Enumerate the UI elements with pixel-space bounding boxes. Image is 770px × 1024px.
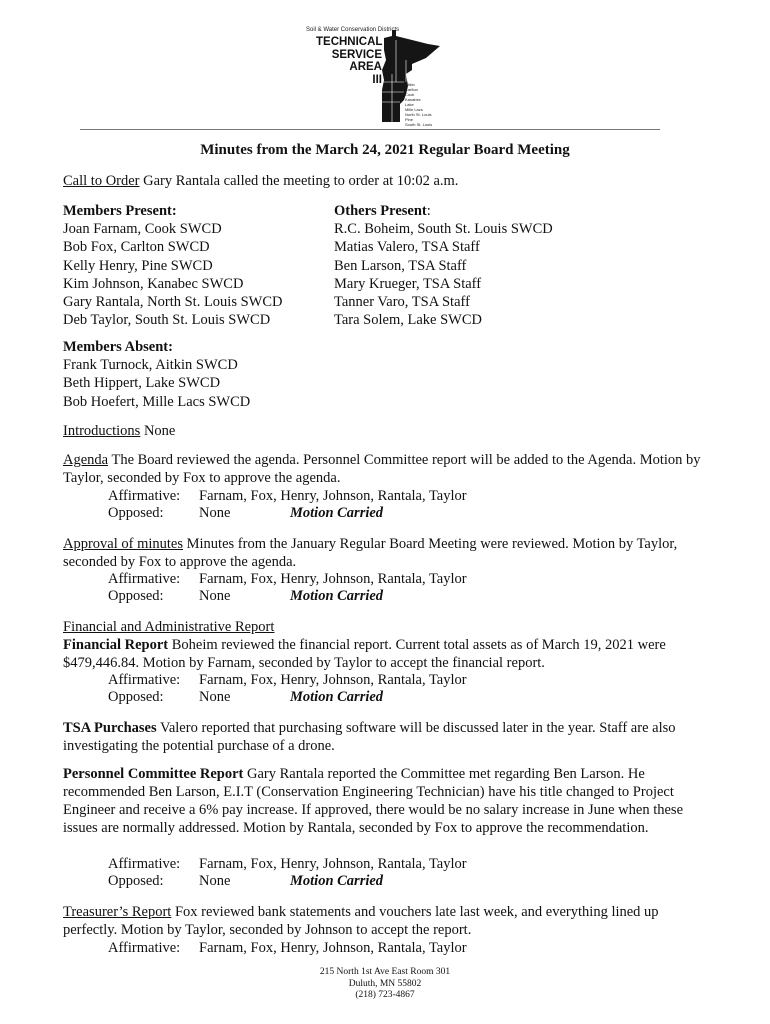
personnel-heading: Personnel Committee Report bbox=[63, 766, 244, 782]
list-item: Gary Rantala, North St. Louis SWCD bbox=[63, 294, 283, 311]
call-to-order-heading: Call to Order bbox=[63, 173, 140, 189]
others-present: Others Present: R.C. Boheim, South St. Louis SWCD Matias Valero, TSA Staff Ben Larson, TSA Staff Mary Krueger, TSA Staff Tanner Varo, TSA Staff Tara Solem, Lake SWCD bbox=[334, 203, 553, 329]
list-item: Tanner Varo, TSA Staff bbox=[334, 294, 470, 311]
introductions-heading: Introductions bbox=[63, 423, 141, 439]
members-absent bbox=[63, 338, 250, 411]
members-present bbox=[63, 202, 283, 329]
tsa-purchases-section: TSA Purchases Valero reported that purchasing software will be discussed later in the year. Staff are also investigating the potential purchase of a drone. bbox=[63, 720, 676, 754]
call-to-order bbox=[63, 172, 713, 190]
approval-heading: Approval of minutes bbox=[63, 536, 184, 552]
list-item: Matias Valero, TSA Staff bbox=[334, 239, 480, 256]
tsa-purchases-heading: TSA Purchases bbox=[63, 720, 157, 736]
treasurer-heading: Treasurer’s Report bbox=[63, 904, 172, 920]
list-item: Ben Larson, TSA Staff bbox=[334, 257, 467, 274]
others-present-heading: Others Present bbox=[334, 203, 427, 219]
list-item: Bob Hoefert, Mille Lacs SWCD bbox=[63, 393, 251, 410]
footer-address: 215 North 1st Ave East Room 301 Duluth, MN 55802 (218) 723-4867 bbox=[319, 967, 451, 1000]
logo-map-labels: Aitkin Carlton Cook Kanabec Lake Mille Lacs North St. Louis Pine South St. Louis bbox=[405, 82, 433, 127]
members-present-heading: Members Present: bbox=[63, 203, 177, 219]
financial-report-heading: Financial Report bbox=[63, 637, 169, 653]
treasurer-section: Treasurer’s Report Fox reviewed bank statements and vouchers late last week, and everything lined up perfectly. Motion by Taylor, seconded by Johnson to accept the report. bbox=[63, 904, 659, 938]
financial-admin-heading: Financial and Administrative Report bbox=[63, 619, 275, 635]
list-item: Bob Fox, Carlton SWCD bbox=[63, 239, 210, 256]
introductions: Introductions None bbox=[63, 423, 176, 439]
agenda-heading: Agenda bbox=[63, 452, 109, 468]
list-item: Tara Solem, Lake SWCD bbox=[334, 312, 482, 329]
call-to-order-text: Gary Rantala called the meeting to order at 10:02 a.m. bbox=[139, 173, 459, 189]
members-absent-heading: Members Absent: bbox=[63, 339, 173, 355]
logo-title: TECHNICAL SERVICE AREA III bbox=[316, 36, 383, 86]
tsa-logo bbox=[300, 26, 440, 126]
list-item: Frank Turnock, Aitkin SWCD bbox=[63, 357, 238, 374]
logo-small-text: Soil & Water Conservation Districts bbox=[306, 27, 400, 33]
approval-section: Approval of minutes Minutes from the January Regular Board Meeting were reviewed. Motion by Taylor, seconded by Fox to approve the agenda. bbox=[63, 536, 678, 570]
list-item: Beth Hippert, Lake SWCD bbox=[63, 375, 221, 392]
list-item: Joan Farnam, Cook SWCD bbox=[63, 221, 222, 238]
personnel-section: Personnel Committee Report Gary Rantala reported the Committee met regarding Ben Larson. He recommended Ben Larson, E.I.T (Conservation Engineering Technician) have his title changed to Project Engineer and receive a 6% pay increase. If approved, there would be no salary increase in June when these issues are normally addressed. Motion by Rantala, seconded by Fox to approve the recommendation. bbox=[63, 766, 684, 836]
list-item: Mary Krueger, TSA Staff bbox=[334, 275, 482, 292]
financial-report-section: Financial Report Boheim reviewed the financial report. Current total assets as of March 19, 2021 were $479,446.84. Motion by Farnam, seconded by Taylor to accept the financial report. bbox=[63, 637, 666, 671]
page-title: Minutes from the March 24, 2021 Regular Board Meeting bbox=[200, 142, 570, 158]
list-item: Deb Taylor, South St. Louis SWCD bbox=[63, 312, 271, 329]
list-item: Kelly Henry, Pine SWCD bbox=[63, 257, 213, 274]
list-item: R.C. Boheim, South St. Louis SWCD bbox=[334, 221, 553, 238]
agenda-section: Agenda The Board reviewed the agenda. Personnel Committee report will be added to the Agenda. Motion by Taylor, seconded by Fox to approve the agenda. bbox=[63, 452, 701, 486]
list-item: Kim Johnson, Kanabec SWCD bbox=[63, 275, 244, 292]
header-divider bbox=[80, 129, 660, 130]
